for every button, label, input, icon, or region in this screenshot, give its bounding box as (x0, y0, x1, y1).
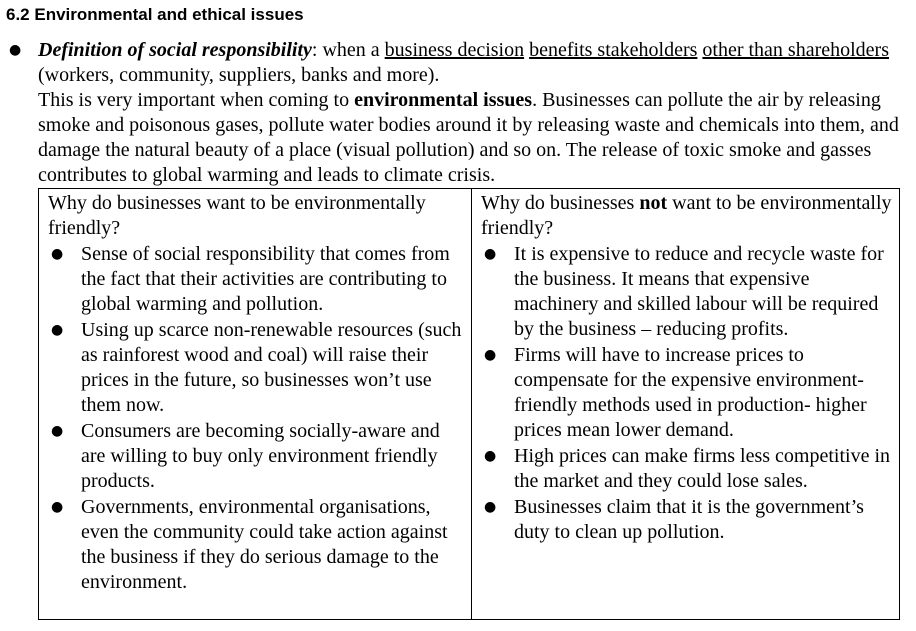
environment-bold: environmental issues (354, 89, 533, 111)
point-text: Governments, environmental organisations, even the community could take action against the business if they do serious damage to the environment. (81, 496, 448, 593)
list-item (481, 343, 893, 443)
environment-text-b: . Businesses can pollute the air by releasing smoke and poisonous gases, pollute water bodies around it by releasing waste and chemicals into them, and damage the natural beauty of a place (visual pollution) and so on. The release of toxic smoke and gasses contributes to global warming and leads to climate crisis. (38, 89, 899, 186)
environment-paragraph (38, 88, 904, 188)
bullet-icon: ● (484, 448, 497, 464)
right-header-text-a: Why do businesses (481, 192, 640, 214)
definition-stakeholder-list: (workers, community, suppliers, banks and more). (38, 64, 440, 86)
list-item (481, 444, 893, 494)
section-heading: 6.2 Environmental and ethical issues (6, 5, 304, 24)
bullet-icon: ● (484, 347, 497, 363)
point-text: Consumers are becoming socially-aware and are willing to buy only environment friendly products. (81, 420, 440, 492)
left-point-list (48, 242, 465, 595)
right-column (472, 189, 900, 620)
intro-bullet-icon: ● (9, 42, 22, 58)
point-text: Using up scarce non-renewable resources (such as rainforest wood and coal) will raise their prices in the future, so businesses won’t use them now. (81, 319, 462, 416)
definition-term: Definition of social responsibility (38, 39, 312, 61)
reasons-table (38, 188, 900, 620)
right-point-list (481, 242, 893, 545)
definition-underline-2: benefits stakeholders (529, 39, 698, 61)
bullet-icon: ● (51, 499, 64, 515)
right-header-bold: not (639, 192, 668, 214)
list-item (48, 419, 465, 494)
right-column-header (481, 191, 893, 241)
bullet-icon: ● (51, 322, 64, 338)
point-text: Firms will have to increase prices to compensate for the expensive environment-friendly methods used in production- higher prices mean lower demand. (514, 344, 867, 441)
definition-paragraph (38, 38, 904, 88)
bullet-icon: ● (484, 499, 497, 515)
definition-underline-1: business decision (384, 39, 525, 61)
point-text: High prices can make firms less competitive in the market and they could lose sales. (514, 445, 891, 492)
definition-colon: : when a (311, 39, 385, 61)
list-item (48, 242, 465, 317)
point-text: Businesses claim that it is the government’s duty to clean up pollution. (514, 496, 864, 543)
point-text: Sense of social responsibility that comes from the fact that their activities are contributing to global warming and pollution. (81, 243, 450, 315)
bullet-icon: ● (51, 423, 64, 439)
right-header-text-b: want to be environmentally friendly? (481, 192, 892, 239)
list-item (48, 318, 465, 418)
reasons-row (39, 189, 900, 620)
environment-text-a: This is very important when coming to (38, 89, 355, 111)
list-item (481, 242, 893, 342)
bullet-icon: ● (484, 246, 497, 262)
definition-underline-3: other than shareholders (702, 39, 889, 61)
list-item (48, 495, 465, 595)
left-column (39, 189, 472, 620)
bullet-icon: ● (51, 246, 64, 262)
point-text: It is expensive to reduce and recycle waste for the business. It means that expensive machinery and skilled labour will be required by the business – reducing profits. (514, 243, 884, 340)
intro-block (38, 38, 904, 188)
left-column-header: Why do businesses want to be environmentally friendly? (48, 192, 426, 239)
list-item (481, 495, 893, 545)
